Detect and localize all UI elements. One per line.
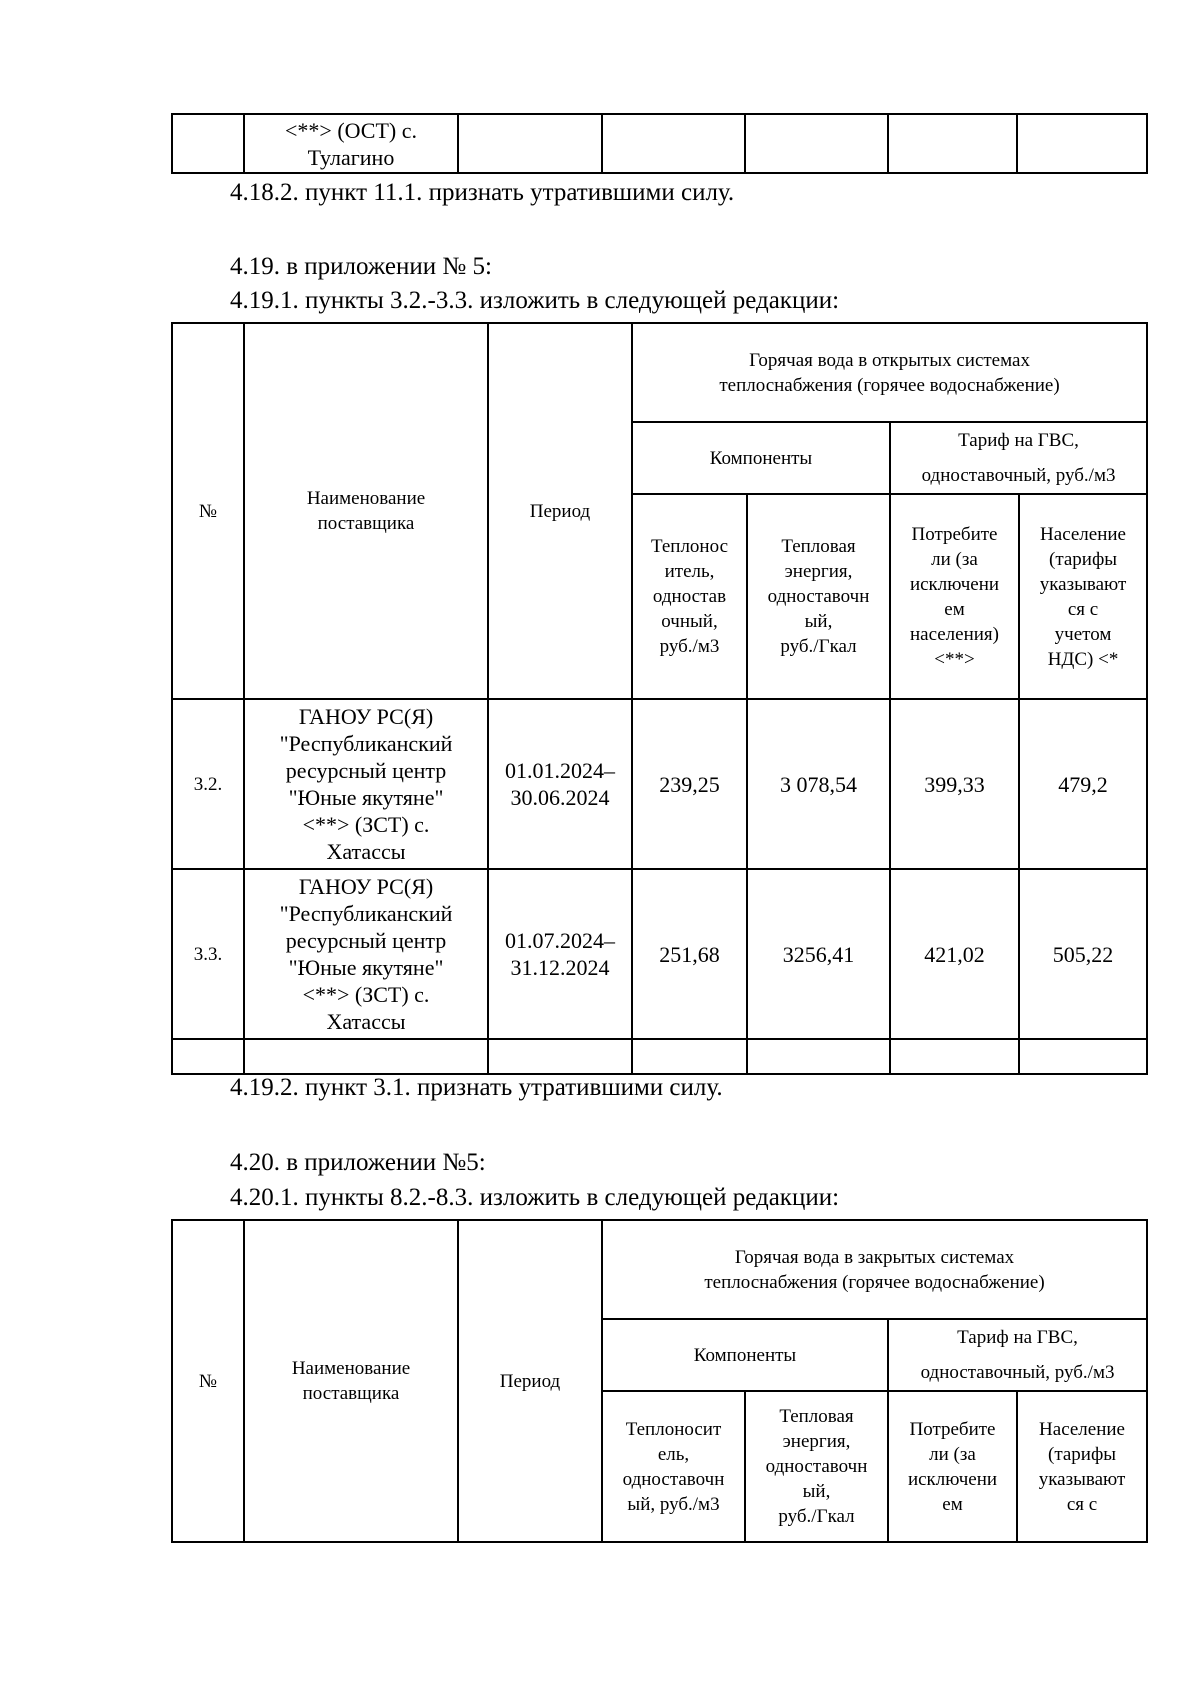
header-supplier: Наименование поставщика	[244, 1220, 458, 1542]
header-heat-energy: Тепловая энергия, одноставочн ый, руб./Гкал	[747, 494, 890, 699]
table-cell	[1019, 1039, 1147, 1074]
table-cell	[1017, 114, 1147, 173]
table-cell	[488, 1039, 632, 1074]
row-no: 3.3.	[172, 869, 244, 1039]
table-row	[172, 699, 1147, 869]
row-supplier: ГАНОУ РС(Я) "Республиканский ресурсный центр "Юные якутяне" <**> (ЗСТ) с. Хатассы	[244, 699, 488, 869]
row-energy: 3256,41	[747, 869, 890, 1039]
row-population: 505,22	[1019, 869, 1147, 1039]
row-consumers: 421,02	[890, 869, 1019, 1039]
header-consumers: Потребите ли (за исключени ем	[888, 1391, 1017, 1542]
header-heat-carrier: Теплонос итель, одностав очный, руб./м3	[632, 494, 747, 699]
header-components: Компоненты	[632, 422, 890, 494]
header-heat-carrier: Теплоносит ель, одноставочн ый, руб./м3	[602, 1391, 745, 1542]
section-4-20-1: 4.20.1. пункты 8.2.-8.3. изложить в следующей редакции:	[230, 1184, 840, 1211]
header-group: Горячая вода в закрытых системах теплоснабжения (горячее водоснабжение)	[602, 1220, 1147, 1319]
row-carrier: 251,68	[632, 869, 747, 1039]
header-period: Период	[458, 1220, 602, 1542]
row-population: 479,2	[1019, 699, 1147, 869]
header-no: №	[172, 323, 244, 699]
header-no: №	[172, 1220, 244, 1542]
header-consumers: Потребите ли (за исключени ем населения) <**>	[890, 494, 1019, 699]
top-table-fragment	[171, 113, 1148, 174]
row-no: 3.2.	[172, 699, 244, 869]
table-cell	[172, 1039, 244, 1074]
header-supplier: Наименование поставщика	[244, 323, 488, 699]
row-period: 01.01.2024– 30.06.2024	[488, 699, 632, 869]
table-cell	[458, 114, 602, 173]
tariff-table-closed-systems	[171, 1219, 1148, 1543]
tariff-table-open-systems	[171, 322, 1148, 1075]
row-consumers: 399,33	[890, 699, 1019, 869]
header-tariff: Тариф на ГВС, одноставочный, руб./м3	[890, 422, 1147, 494]
row-period: 01.07.2024– 31.12.2024	[488, 869, 632, 1039]
table-cell	[745, 114, 888, 173]
section-4-20: 4.20. в приложении №5:	[230, 1149, 486, 1176]
table-row-empty	[172, 1039, 1147, 1074]
header-components: Компоненты	[602, 1319, 888, 1391]
table-row	[172, 869, 1147, 1039]
section-4-19: 4.19. в приложении № 5:	[230, 253, 492, 280]
header-heat-energy: Тепловая энергия, одноставочн ый, руб./Гкал	[745, 1391, 888, 1542]
header-group: Горячая вода в открытых системах теплоснабжения (горячее водоснабжение)	[632, 323, 1147, 422]
supplier-name-cell: <**> (ОСТ) с. Тулагино	[244, 114, 458, 173]
table-cell	[632, 1039, 747, 1074]
section-4-19-1: 4.19.1. пункты 3.2.-3.3. изложить в следующей редакции:	[230, 287, 840, 314]
header-population: Население (тарифы указывают ся с учетом НДС) <*	[1019, 494, 1147, 699]
header-tariff: Тариф на ГВС, одноставочный, руб./м3	[888, 1319, 1147, 1391]
table-cell	[244, 1039, 488, 1074]
header-population: Население (тарифы указывают ся с	[1017, 1391, 1147, 1542]
section-4-19-2: 4.19.2. пункт 3.1. признать утратившими силу.	[230, 1074, 723, 1101]
table-cell	[602, 114, 745, 173]
row-energy: 3 078,54	[747, 699, 890, 869]
table-cell	[172, 114, 244, 173]
header-period: Период	[488, 323, 632, 699]
section-4-18-2: 4.18.2. пункт 11.1. признать утратившими силу.	[230, 179, 735, 206]
table-cell	[747, 1039, 890, 1074]
table-cell	[888, 114, 1017, 173]
row-carrier: 239,25	[632, 699, 747, 869]
table-cell	[890, 1039, 1019, 1074]
row-supplier: ГАНОУ РС(Я) "Республиканский ресурсный центр "Юные якутяне" <**> (ЗСТ) с. Хатассы	[244, 869, 488, 1039]
